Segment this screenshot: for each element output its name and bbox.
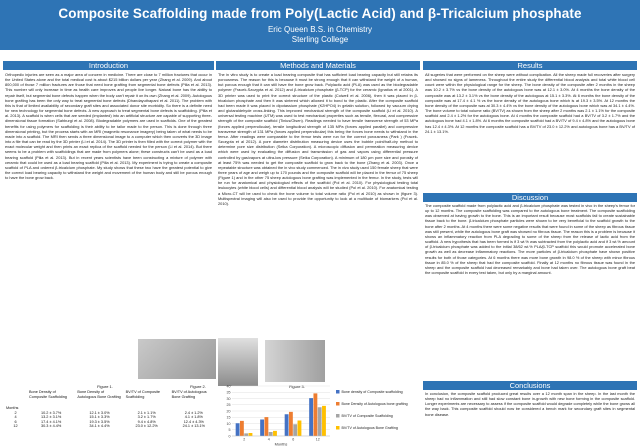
table-cell: 17.4 ± 4.1% <box>41 419 62 424</box>
table-cell: 4 <box>14 415 17 419</box>
bar <box>318 407 322 436</box>
y-tick-label: 35 <box>226 390 231 395</box>
legend-swatch <box>336 390 340 394</box>
bone-density-chart <box>222 384 420 446</box>
figure3-caption: Figure 3. <box>289 384 305 389</box>
table-cell: 12.1 ± 3.0% <box>89 410 110 415</box>
x-tick-label: 12 <box>315 437 320 442</box>
table-cell: 3.2 ± 1.7% <box>137 415 156 419</box>
table-cell: 2.4 ± 1.2% <box>184 410 203 415</box>
figure1-caption: Figure 1. <box>97 384 113 389</box>
table-cell: 13.2 ± 3.1% <box>41 415 62 419</box>
bar <box>244 433 248 436</box>
bar <box>269 432 273 436</box>
figure3-image <box>265 340 325 382</box>
table-cell: 24.1 ± 13.1% <box>182 424 205 428</box>
bar <box>273 431 277 436</box>
x-tick-label: 4 <box>267 437 270 442</box>
bar <box>298 421 302 437</box>
discussion-text <box>425 203 635 379</box>
conclusions-paragraph: In conclusion, the composite scaffold produced great results over a 12 month span in the sheep. In the last month the sheep had no inflammation and still had slow constant bone in-growth with new bone forming in the composite scaffold. Longer experiments are necessary to assess if the composite scaffold would degrade completely while the bone grows all the way back. This composite scaffold should now be considered a bench mark for secondary graft sites in segmental bone disease. <box>425 391 635 417</box>
table-row <box>4 424 218 429</box>
poster-title-bar <box>0 0 640 50</box>
legend-swatch <box>336 414 340 418</box>
results-heading: Results <box>423 61 637 70</box>
bar <box>264 417 268 436</box>
poster-title: Composite Scaffolding made from Poly(Lactic Acid) and β-Tricalcium phosphate <box>58 6 582 21</box>
bar <box>240 421 244 436</box>
table-header-cell: BV/TV of Autologous Bone Grafting <box>171 390 207 399</box>
y-tick-label: 15 <box>226 415 231 420</box>
author-line: Eric Queen B.S. in Chemistry <box>267 25 373 34</box>
table-header-cell: BV/TV of Composite Scaffolding <box>125 390 161 399</box>
legend-label: BV/TV of Autologous Bone Grafting <box>341 426 398 430</box>
introduction-heading: Introduction <box>3 61 214 70</box>
y-tick-label: 40 <box>226 384 231 389</box>
discussion-paragraph: The composite scaffold made from polylactic acid and β-tricalcium phosphate was tested in vivo in the sheep's femur for up to 12 months. The composite scaffolding was compared to the autologous bone treatment. The composite scaffolding was observed at having growth to the bone. This is an important result because most scaffolds fail to create sustainable tissue back to the bone. β-tricalcium phosphate particles were shown to be very beneficial to the scaffold growth to the bone after 2 months. At 4 months there were some negative results that were found in some of the sheep as fibrous tissue was still present, while the autologous bone graft was showed no fibrous tissue. The reason this is a problem is because it shows an inflammatory reaction from PLA degrading to some of the sheep from the release of lactic acid from the scaffold. A new hypothesis that has been formed is if 3 wt.% was subtracted from the polylactic acid and if 3 wt.% amount of β-tricalcium phosphate was added to the initial 38/62 wt.% PLA/β-TCP scaffold this would promote accelerated bone growth as well as decrease inflammatory reactions. The more particles of β-tricalcium phosphate have shown positive results for both of those categories. At 6 months there was more bone growth in 98.0 % of the sheep with minor fibrous tissue in 85.0 % of the sheep that had the composite scaffold. Finally at 12 months no fibrous tissue was found in the sheep and the composite scaffold had decreased remarkably and bone had taken over. The autologous bone graft beat the composite scaffold in every test taken, but only by a marginal amount. <box>425 203 635 276</box>
conclusions-text <box>425 391 635 447</box>
results-table <box>4 390 218 429</box>
bar <box>249 433 253 436</box>
table-header-row <box>4 390 218 411</box>
methods-paragraph: The in vitro study is to create a load bearing composite that has sufficient load bearing capacity but still retains its porousness. The reason for this is because it must be strong enough that it can withstand the weight of a human, but porous enough that it can still have the bone grow back. Polylactic acid (PLA) was used as the biodegradable polymer (Fracek-Szczypta et al. 2012) and β-tricalcium phosphate (β-TCP) for the ceramic (Ignatius et al 2001). A 3D printer was used to print the correct structure of the plastic (Colwell et al. 2006), then it was placed in β-tricalcium phosphate and then it was sintered which allowed it to bond to the plastic. After the composite scaffold had been made it was placed in dipotassium phosphate (K2HPO4) in gelatin solution, followed by vacuum drying and glutaraldehyde cross-linking. This improved mechanical strength of the composite scaffold (Li et al. 2010). A universal testing machine (UTM) was used to test mechanical properties such as tensile, flexural, and compressive strength of the composite scaffold (Tinius/Olsen). Readings needed to have tensile transverse strength of 53 MPa (forces applied perpendicular), tensile longitudinal strength of 135 MPa (forces applied parallel) and compressive transverse strength of 131 MPa (forces applied perpendicular) this being the forces bone needs to withstand in the femur. After readings were comparable to the femur tests were run for the correct porousness (Park ) (Fracek-Szczypta et al 2012). A pore diameter distribution measuring device uses the bubble point/half-dry method to determine pore size distribution (Seika Corporation). A microscopic diffusion and permeation measuring device which were used by evaluating the diffusion and transmission of gas and vapors using differential pressure controlled by gas/vapors at ultra-low pressure (Seika Corporation). A minimum of 180 μm pore size and porosity of at least 75% was needed to get the composite scaffold to grow back to the bone (Zhang et al. 2003). Once a repeatable structure was obtained the in vivo study commenced. The in vivo study used 150 female sheep that were three years of age and weigh up to 170 pounds and the composite scaffold will be placed in the femur of 75 sheep (Figure 1) and in the other 75 sheep autologous bone grafting was implemented in the femur. In the study, tests will be run for anatomical and physiological effects of the scaffold (Pol et al. 2010). For physiological testing total leukocytes (white blood cells) and differential blood analysis will be studied (Pol et al. 2010). For anatomical testing a Micro-CT will be used to check the bone volume to total volume ratio (Pol et al 2010) as shown in (figure 3). Multispectral imaging will also be used to provide the opportunity to look at a multitude of biomarkers (Pol et al. 2010). <box>218 72 418 206</box>
figure2-image <box>218 338 258 389</box>
institution-line: Sterling College <box>291 35 349 44</box>
table-cell: 19.3 ± 3.5% <box>89 419 110 424</box>
figure1-image <box>138 339 216 379</box>
table-header-cell: Months <box>6 406 19 410</box>
table-cell: 34.1 ± 4.4% <box>89 424 110 428</box>
y-tick-label: 30 <box>226 396 231 401</box>
x-tick-label: 2 <box>243 437 246 442</box>
legend-label: BV/TV of Composite Scaffolding <box>341 414 393 418</box>
bar <box>289 412 293 436</box>
table-cell: 6 <box>14 419 17 424</box>
table-cell: 9.4 ± 4.8% <box>137 419 156 424</box>
x-tick-label: 6 <box>292 437 295 442</box>
introduction-paragraph: Orthopedic injuries are seen as a major area of concern in medicine. There are close to 7 million fractures that occur in the United States alone and the total medical cost is about $215 billion dollars per year (Zhang et al. 2009). And about 800,000 of those 7 million fractures are those that need bone grafting from segmental bone defects (Pilia et al. 2013). This number will only increase in time as health care improves and people live longer. Natural bone has the ability to repair itself, but segmental bone defects happen when the body can't repair it on its own (Zhang et al. 2009). Autologous bone grafting has been the only way to treat segmental bone defects (Dhandayuthapani et al. 2011). The problem with this is that of limited availability of secondary graft sites and associated donor site morbidity. So there is a definite need for new technology for segmental bone defects. A new approach to treat segmental bone defects is scaffolding. (Pilia et al. 2013). A scaffold is when cells that are seeded (implanted) into an artificial structure are capable of supporting three-dimensional tissue formation (Sahburgi et al. 2008). Biodegradable polymers are used in scaffolds. One of the greatest benefits for using polymers for scaffolding is their ability to be tailor made to the person. This is done through three dimensional printing, but the process starts with an MRI (magnetic resonance imagery) being taken of what needs to be made into a scaffold. The MRI then sends a three dimensional image to a computer which then converts the 3D image into a file that can be read by the 3D printer (Li et al. 2014). The 3D printer is then filled with the correct polymer with the exact molecular weight and then prints an exact replica of the scaffold needed for the person (Li et al. 2014). But there seems to be a problem with scaffoldings that are made from polymers alone; these constructs can't be used as a load bearing scaffold (Pilia et al. 2013). But in recent years scientists have been constructing a mixture of polymer with ceramic that could be used as a load bearing scaffold (Pilia et al. 2013). My experiment is trying to create a composite scaffold of PLA and ordered β-tricalcium phosphate. My study shows that these two have the greatest potential to give the correct load bearing capacity to withstand the weight and movement of the human body and still be porous enough to have the bone grow back. <box>5 72 212 181</box>
table-cell: 23.0 ± 12.2% <box>135 424 158 428</box>
figure2-caption: Figure 2. <box>190 384 206 389</box>
bar <box>309 398 313 436</box>
y-tick-label: 0 <box>228 434 231 439</box>
bar <box>313 393 317 436</box>
table-cell: 12 <box>13 424 18 428</box>
legend-swatch <box>336 426 340 430</box>
y-tick-label: 25 <box>226 403 231 408</box>
table-cell: 12.4 ± 4.3% <box>183 419 204 424</box>
table-cell: 4.1 ± 1.8% <box>184 415 203 419</box>
conclusions-heading: Conclusions <box>423 381 637 390</box>
x-axis-label: Months <box>274 441 288 446</box>
table-cell: 30.3 ± 4.4% <box>41 424 62 428</box>
y-tick-label: 10 <box>226 421 231 426</box>
results-text <box>425 72 635 192</box>
bar <box>322 406 326 436</box>
table-cell: 2.1 ± 1.1% <box>137 410 156 415</box>
y-tick-label: 20 <box>226 409 231 414</box>
discussion-heading: Discussion <box>423 193 637 202</box>
table-header-cell: Bone Density of Composite Scaffolding <box>29 390 67 399</box>
bar <box>285 414 289 436</box>
bar <box>260 420 264 437</box>
table-header-cell: Bone Density of Autologous Bone Grafting <box>77 390 121 399</box>
legend-label: Bone density of Composite scaffolding <box>341 390 403 394</box>
legend-swatch <box>336 402 340 406</box>
table-cell: 2 <box>14 410 17 415</box>
y-tick-label: 5 <box>228 428 231 433</box>
bar <box>293 424 297 436</box>
legend-label: Bone Density of Autologous bone grafting <box>341 402 408 406</box>
results-paragraph: All sugeries that were performed on the sheep were without complication. All the sheep made full recoveries after surgery and showed no signs of lameness. Throughout the entire study the differential blood analysis and total white blood cell count were within the physiological range for the sheep. The bone density of the composite after 2 months in the sheep was 10.2 ± 3.7% vs the bone density of the autologous bone was at 12.1 ± 3.0%. At 4 months the bone density of the composite was at 13.2 ± 3.1% vs the bone density of the autologous at 15.1 ± 3.3%. At 6 months the bone density of the composite was at 17.4 ± 4.1 % vs the bone density of the autologous bone which is at 19.3 ± 3.5%. At 12 months the bone density of the composite was at 30.3 ± 4.4% vs the bone density of the autologous bone which was at 34.1 ± 4.4%. The bone volume to total volume ratio (BV/TV) as shown from the sheep after 2 months was 2.1 ± 1.1% for the composite scaffold and 2.4 ± 1.2% for the autologous bone. At 4 months the composite scaffold had a BV/TV of 3.2 ± 1.7% and the autologous bone had 4.1 ± 1.8%. At 6 months the composite scaffold had a BV/TV of 9.4 ± 4.8% and the autologous bone has 12.4 ± 4.3%. At 12 months the composite scaffold has a BV/TV of 23.0 ± 12.2% and autologous bone has a BV/TV of 24.1 ± 13.1%. <box>425 72 635 134</box>
table-cell: 15.1 ± 3.3% <box>89 415 110 419</box>
bar <box>236 423 240 436</box>
methods-heading: Methods and Materials <box>216 61 420 70</box>
table-cell: 10.2 ± 3.7% <box>41 410 62 415</box>
